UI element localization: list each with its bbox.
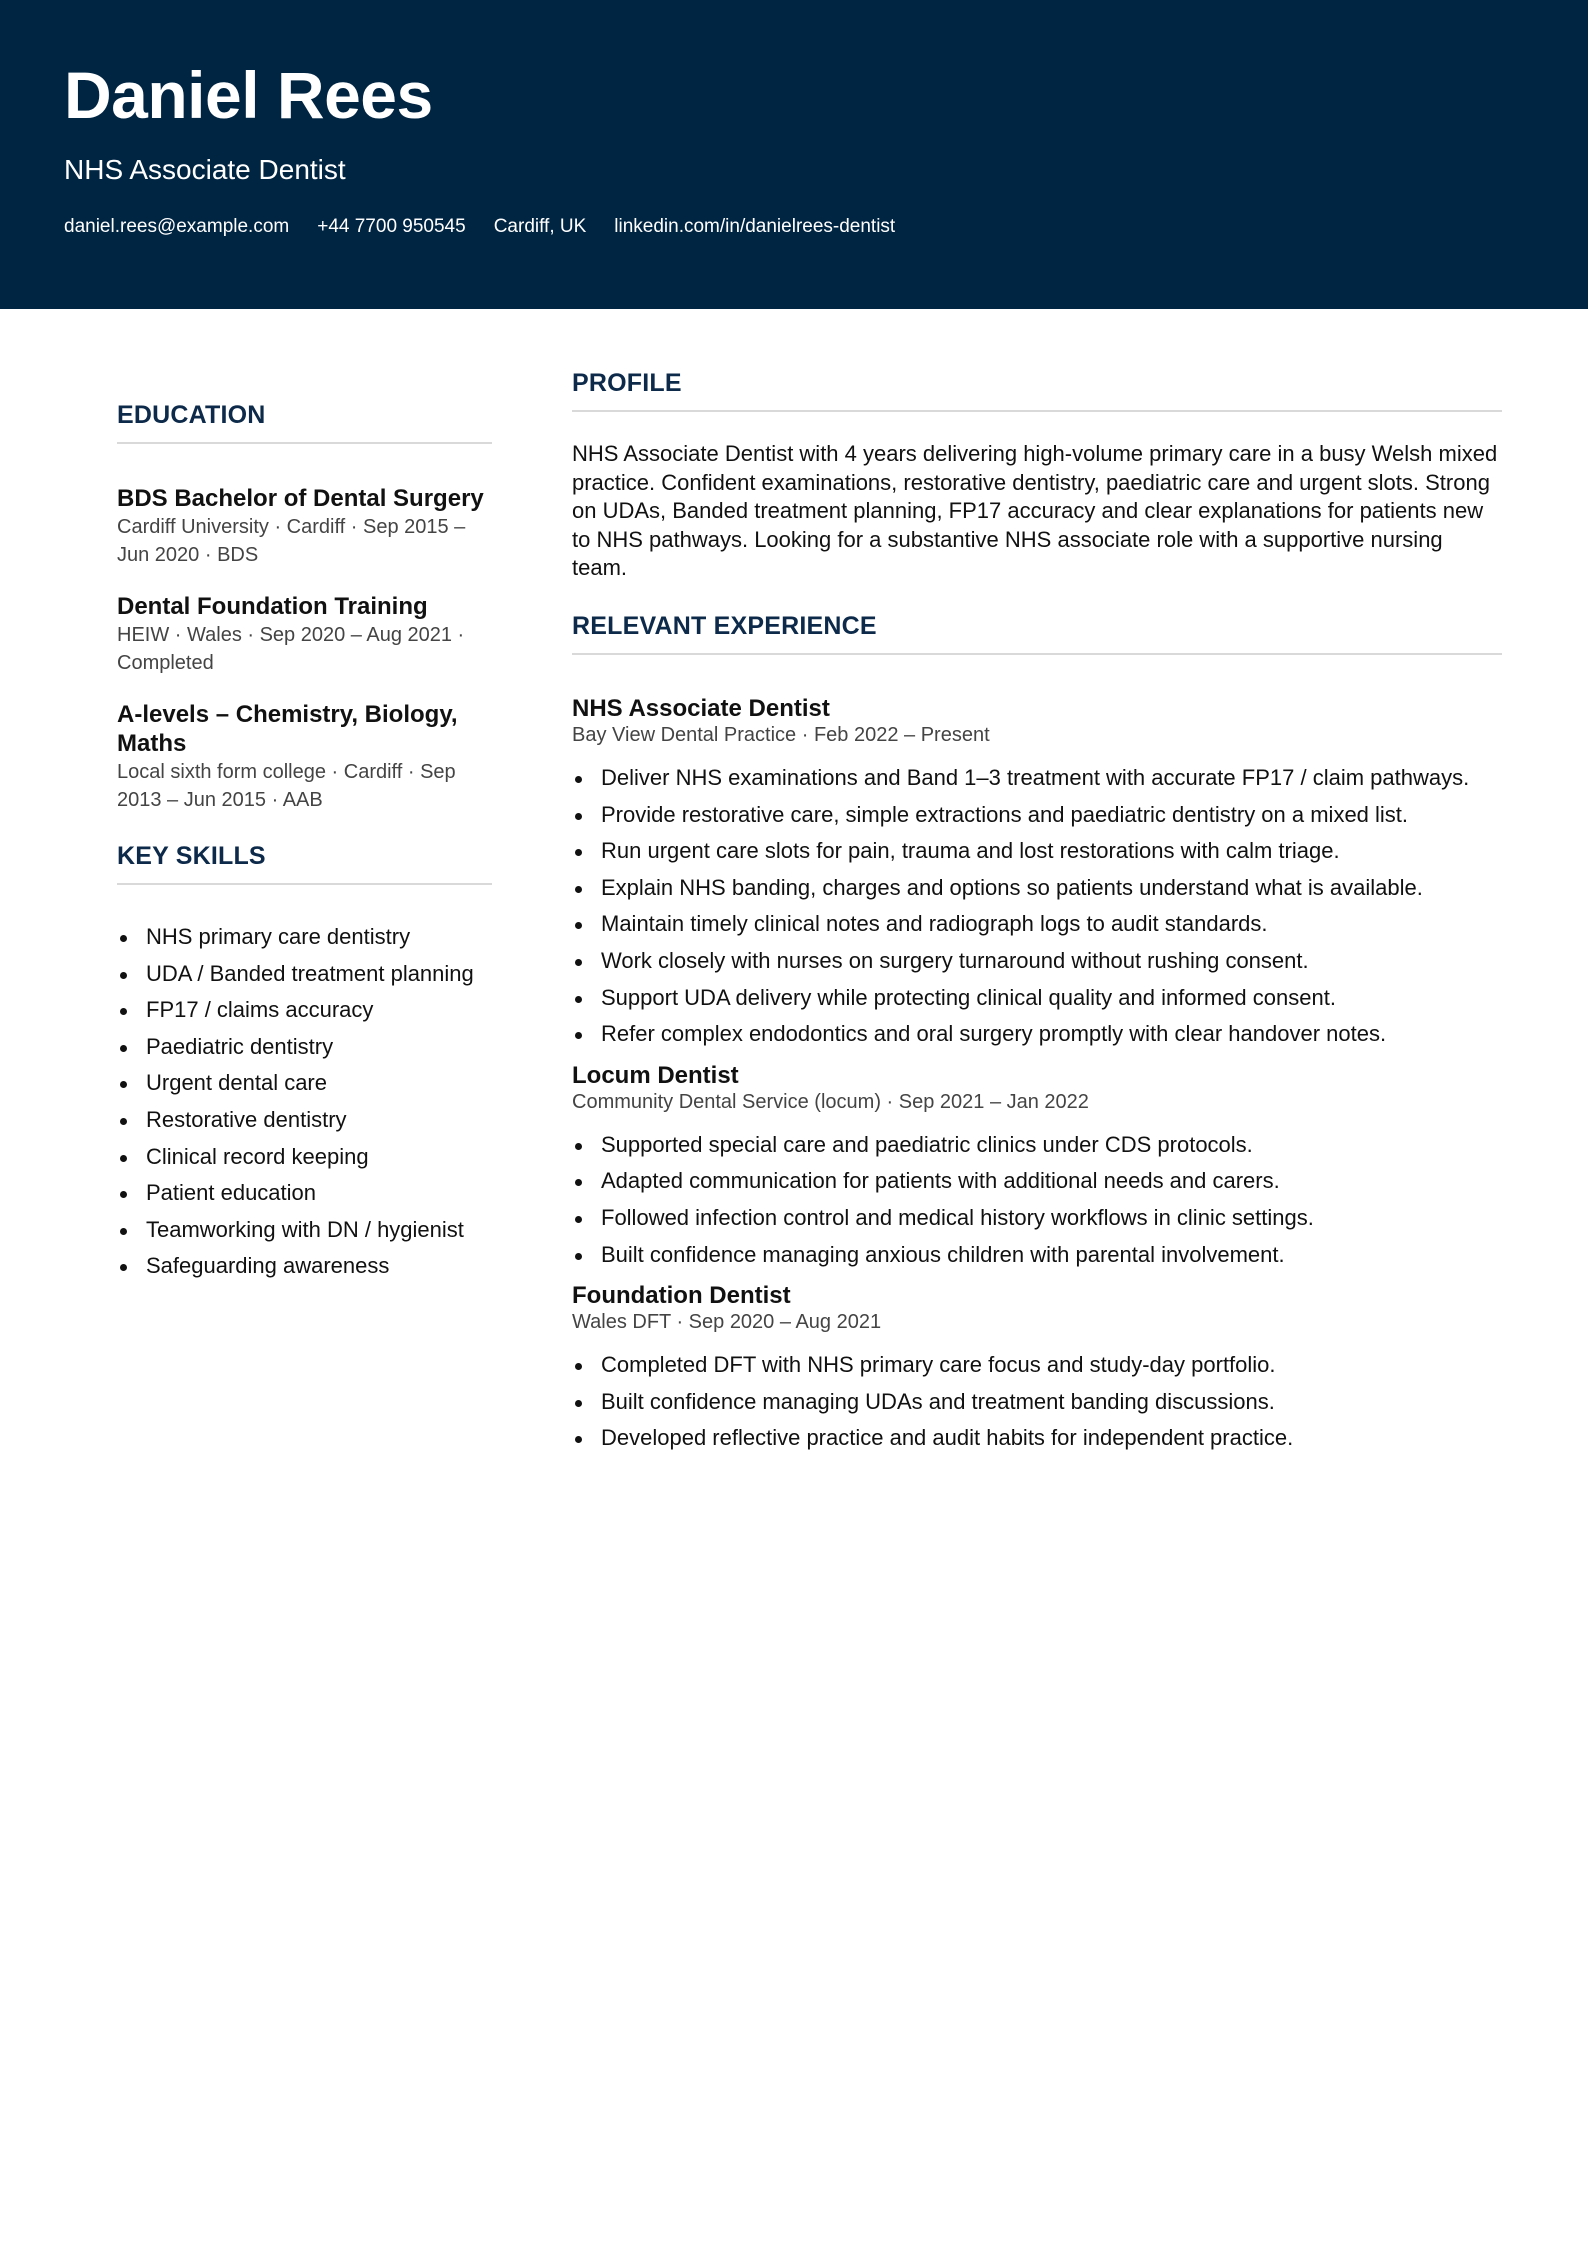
skill-item: FP17 / claims accuracy (117, 992, 492, 1029)
job-entry (572, 1283, 1502, 1457)
experience-section (572, 611, 1502, 1457)
education-item (117, 592, 492, 677)
skills-list (117, 919, 492, 1285)
job-bullet: Work closely with nurses on surgery turnaround without rushing consent. (572, 943, 1502, 980)
education-section (117, 400, 492, 814)
job-meta: Bay View Dental Practice · Feb 2022 – Present (572, 723, 990, 746)
job-bullets (572, 760, 1502, 1053)
job-title: Locum Dentist (572, 1061, 739, 1089)
job-bullet: Built confidence managing UDAs and treatment banding discussions. (572, 1384, 1502, 1421)
education-degree: BDS Bachelor of Dental Surgery (117, 485, 484, 512)
section-divider (572, 410, 1502, 412)
job-bullet: Developed reflective practice and audit habits for independent practice. (572, 1420, 1502, 1457)
job-title: Foundation Dentist (572, 1282, 791, 1310)
section-title-skills: KEY SKILLS (117, 842, 266, 870)
skill-item: Restorative dentistry (117, 1102, 492, 1139)
skill-item: Clinical record keeping (117, 1139, 492, 1176)
contact-email[interactable]: daniel.rees@example.com (64, 216, 290, 237)
job-bullet: Maintain timely clinical notes and radiograph logs to audit standards. (572, 906, 1502, 943)
section-divider (117, 442, 492, 444)
skill-item: Patient education (117, 1175, 492, 1212)
job-bullet: Support UDA delivery while protecting clinical quality and informed consent. (572, 980, 1502, 1017)
job-bullet: Run urgent care slots for pain, trauma and lost restorations with calm triage. (572, 833, 1502, 870)
education-item (117, 700, 492, 814)
education-meta: HEIW · Wales · Sep 2020 – Aug 2021 · Completed (117, 624, 465, 674)
job-meta: Wales DFT · Sep 2020 – Aug 2021 (572, 1311, 882, 1334)
skill-item: UDA / Banded treatment planning (117, 956, 492, 993)
skill-item: Teamworking with DN / hygienist (117, 1212, 492, 1249)
contact-bar (64, 217, 923, 236)
skills-section (117, 841, 492, 1285)
right-column (572, 368, 1502, 1457)
profile-summary: NHS Associate Dentist with 4 years delivering high-volume primary care in a busy Welsh mixed practice. Confident examinations, restorative dentistry, paediatric care and urgent slots. Strong on UDAs, Banded treatment planning, FP17 accuracy and clear explanations for patients new to NHS pathways. Looking for a substantive NHS associate role with a supportive nursing team. (572, 441, 1498, 581)
skill-item: Urgent dental care (117, 1065, 492, 1102)
job-bullet: Explain NHS banding, charges and options so patients understand what is available. (572, 870, 1502, 907)
candidate-headline: NHS Associate Dentist (64, 154, 346, 185)
section-title-education: EDUCATION (117, 401, 266, 429)
job-bullet: Adapted communication for patients with additional needs and carers. (572, 1163, 1502, 1200)
section-title-experience: RELEVANT EXPERIENCE (572, 611, 877, 640)
profile-section (572, 368, 1502, 583)
job-bullet: Followed infection control and medical history workflows in clinic settings. (572, 1200, 1502, 1237)
job-bullet: Refer complex endodontics and oral surgery promptly with clear handover notes. (572, 1016, 1502, 1053)
job-entry (572, 1063, 1502, 1273)
section-title-profile: PROFILE (572, 369, 682, 397)
job-bullet: Deliver NHS examinations and Band 1–3 treatment with accurate FP17 / claim pathways. (572, 760, 1502, 797)
section-divider (572, 653, 1502, 655)
job-meta: Community Dental Service (locum) · Sep 2021 – Jan 2022 (572, 1090, 1089, 1113)
education-meta: Cardiff University · Cardiff · Sep 2015 – Jun 2020 · BDS (117, 516, 466, 566)
contact-location: Cardiff, UK (493, 216, 587, 237)
job-bullet: Provide restorative care, simple extractions and paediatric dentistry on a mixed list. (572, 797, 1502, 834)
education-degree: A-levels – Chemistry, Biology, Maths (117, 701, 458, 757)
job-bullets (572, 1127, 1502, 1273)
section-divider (117, 883, 492, 885)
job-bullet: Built confidence managing anxious children with parental involvement. (572, 1237, 1502, 1274)
candidate-name: Daniel Rees (64, 58, 433, 132)
education-degree: Dental Foundation Training (117, 593, 428, 620)
job-bullets (572, 1347, 1502, 1457)
job-entry (572, 696, 1502, 1053)
left-column (117, 400, 492, 1285)
contact-linkedin[interactable]: linkedin.com/in/danielrees-dentist (614, 216, 896, 237)
skill-item: NHS primary care dentistry (117, 919, 492, 956)
job-bullet: Completed DFT with NHS primary care focus and study-day portfolio. (572, 1347, 1502, 1384)
resume-header (0, 0, 1588, 309)
education-item (117, 484, 492, 569)
contact-phone[interactable]: +44 7700 950545 (317, 216, 466, 237)
education-meta: Local sixth form college · Cardiff · Sep 2013 – Jun 2015 · AAB (117, 761, 456, 811)
job-bullet: Supported special care and paediatric clinics under CDS protocols. (572, 1127, 1502, 1164)
skill-item: Safeguarding awareness (117, 1248, 492, 1285)
job-title: NHS Associate Dentist (572, 694, 830, 722)
skill-item: Paediatric dentistry (117, 1029, 492, 1066)
